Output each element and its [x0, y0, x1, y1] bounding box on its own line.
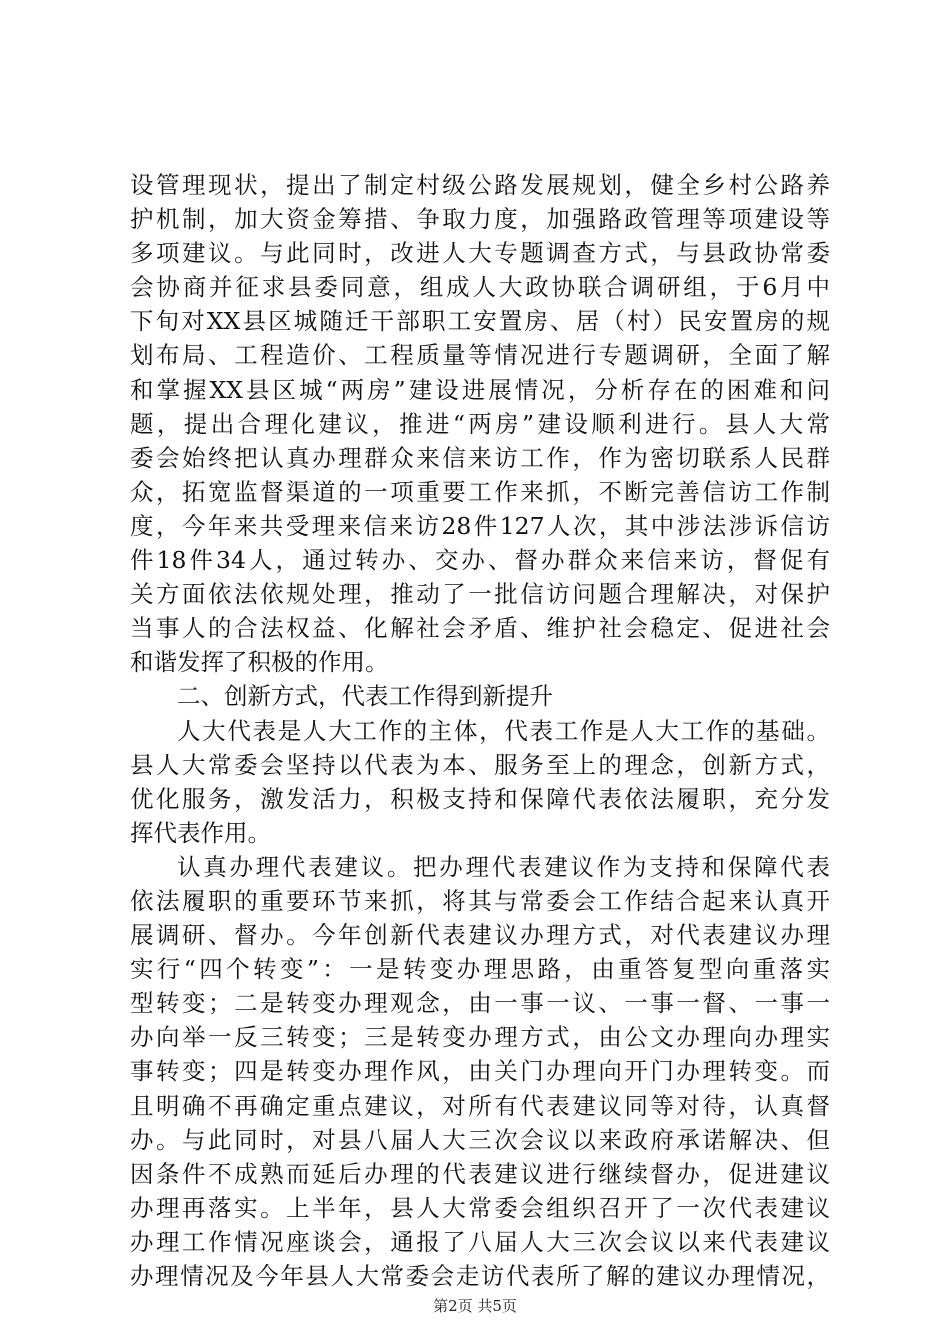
text-line: 件18件34人，通过转办、交办、督办群众来信来访，督促有: [130, 546, 830, 575]
text-line: 挥代表作用。: [130, 818, 271, 847]
text-line: 众，拓宽监督渠道的一项重要工作来抓，不断完善信访工作制: [130, 477, 830, 506]
text-line: 办。与此同时，对县八届人大三次会议以来政府承诺解决、但: [130, 1125, 830, 1154]
text-line: 实行“四个转变”：一是转变办理思路，由重答复型向重落实: [130, 955, 830, 984]
text-line: 型转变；二是转变办理观念，由一事一议、一事一督、一事一: [130, 989, 830, 1018]
text-line: 设管理现状，提出了制定村级公路发展规划，健全乡村公路养: [130, 171, 830, 199]
text-line: 人大代表是人大工作的主体，代表工作是人大工作的基础。: [177, 716, 830, 745]
section-heading: 二、创新方式，代表工作得到新提升: [177, 682, 553, 711]
text-line: 和掌握XX县区城“两房”建设进展情况，分析存在的困难和问: [130, 375, 830, 404]
text-line: 事转变；四是转变办理作风，由关门办理向开门办理转变。而: [130, 1057, 830, 1086]
text-line: 度，今年来共受理来信来访28件127人次，其中涉法涉诉信访: [130, 511, 830, 540]
text-line: 多项建议。与此同时，改进人大专题调查方式，与县政协常委: [130, 239, 830, 268]
text-line: 会协商并征求县委同意，组成人大政协联合调研组，于6月中: [130, 273, 830, 302]
text-line: 和谐发挥了积极的作用。: [130, 648, 389, 677]
text-line: 因条件不成熟而延后办理的代表建议进行继续督办，促进建议: [130, 1159, 830, 1188]
text-line: 认真办理代表建议。把办理代表建议作为支持和保障代表: [177, 852, 830, 881]
text-line: 办理工作情况座谈会，通报了八届人大三次会议以来代表建议: [130, 1227, 830, 1256]
text-line: 且明确不再确定重点建议，对所有代表建议同等对待，认真督: [130, 1091, 830, 1120]
text-line: 优化服务，激发活力，积极支持和保障代表依法履职，充分发: [130, 784, 830, 813]
text-line: 依法履职的重要环节来抓，将其与常委会工作结合起来认真开: [130, 886, 830, 915]
text-line: 划布局、工程造价、工程质量等情况进行专题调研，全面了解: [130, 341, 830, 370]
text-line: 办向举一反三转变；三是转变办理方式，由公文办理向办理实: [130, 1023, 830, 1052]
text-line: 关方面依法依规处理，推动了一批信访问题合理解决，对保护: [130, 580, 830, 609]
page-number-footer: 第2页 共5页: [433, 1297, 517, 1315]
text-line: 题，提出合理化建议，推进“两房”建设顺利进行。县人大常: [130, 409, 830, 438]
document-body: [130, 168, 830, 1293]
text-line: 办理再落实。上半年，县人大常委会组织召开了一次代表建议: [130, 1193, 830, 1222]
text-line: 委会始终把认真办理群众来信来访工作，作为密切联系人民群: [130, 443, 830, 472]
text-line: 办理情况及今年县人大常委会走访代表所了解的建议办理情况，: [130, 1262, 830, 1290]
text-line: 当事人的合法权益、化解社会矛盾、维护社会稳定、促进社会: [130, 614, 830, 643]
text-line: 县人大常委会坚持以代表为本、服务至上的理念，创新方式，: [130, 750, 830, 779]
text-line: 护机制，加大资金筹措、争取力度，加强路政管理等项建设等: [130, 205, 830, 234]
text-line: 展调研、督办。今年创新代表建议办理方式，对代表建议办理: [130, 921, 830, 950]
text-line: 下旬对XX县区城随迁干部职工安置房、居（村）民安置房的规: [130, 307, 830, 336]
